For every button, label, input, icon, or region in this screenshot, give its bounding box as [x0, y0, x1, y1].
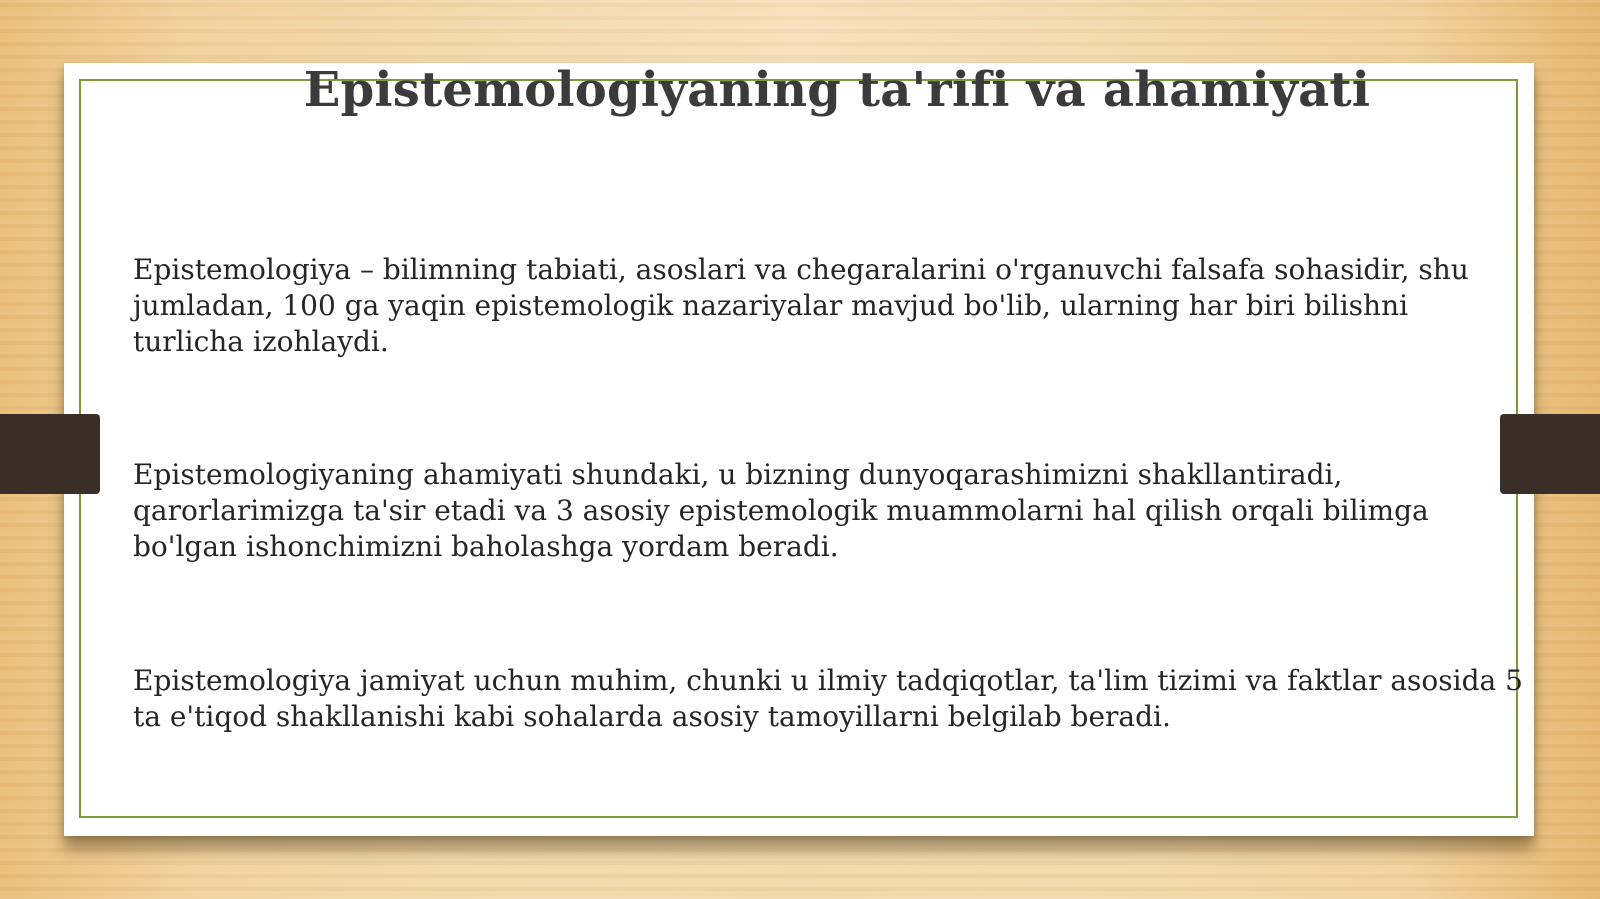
left-binder-clip: [0, 414, 100, 494]
paragraph-definition: Epistemologiya – bilimning tabiati, asoslari va chegaralarini o'rganuvchi falsafa sohasidir, shu jumladan, 100 ga yaqin epistemologik nazariyalar mavjud bo'lib, ularning har biri bilishni turlicha izohlaydi.: [133, 253, 1469, 358]
paragraph-society: Epistemologiya jamiyat uchun muhim, chunki u ilmiy tadqiqotlar, ta'lim tizimi va faktlar asosida 5 ta e'tiqod shakllanishi kabi sohalarda asosiy tamoyillarni belgilab beradi.: [133, 664, 1523, 733]
slide-title: Epistemologiyaning ta'rifi va ahamiyati: [303, 62, 1371, 118]
paragraph-importance: Epistemologiyaning ahamiyati shundaki, u bizning dunyoqarashimizni shakllantiradi, qarorlarimizga ta'sir etadi va 3 asosiy epistemologik muammolarni hal qilish orqali bilimga bo'lgan ishonchimizni baholashga yordam beradi.: [133, 458, 1429, 563]
